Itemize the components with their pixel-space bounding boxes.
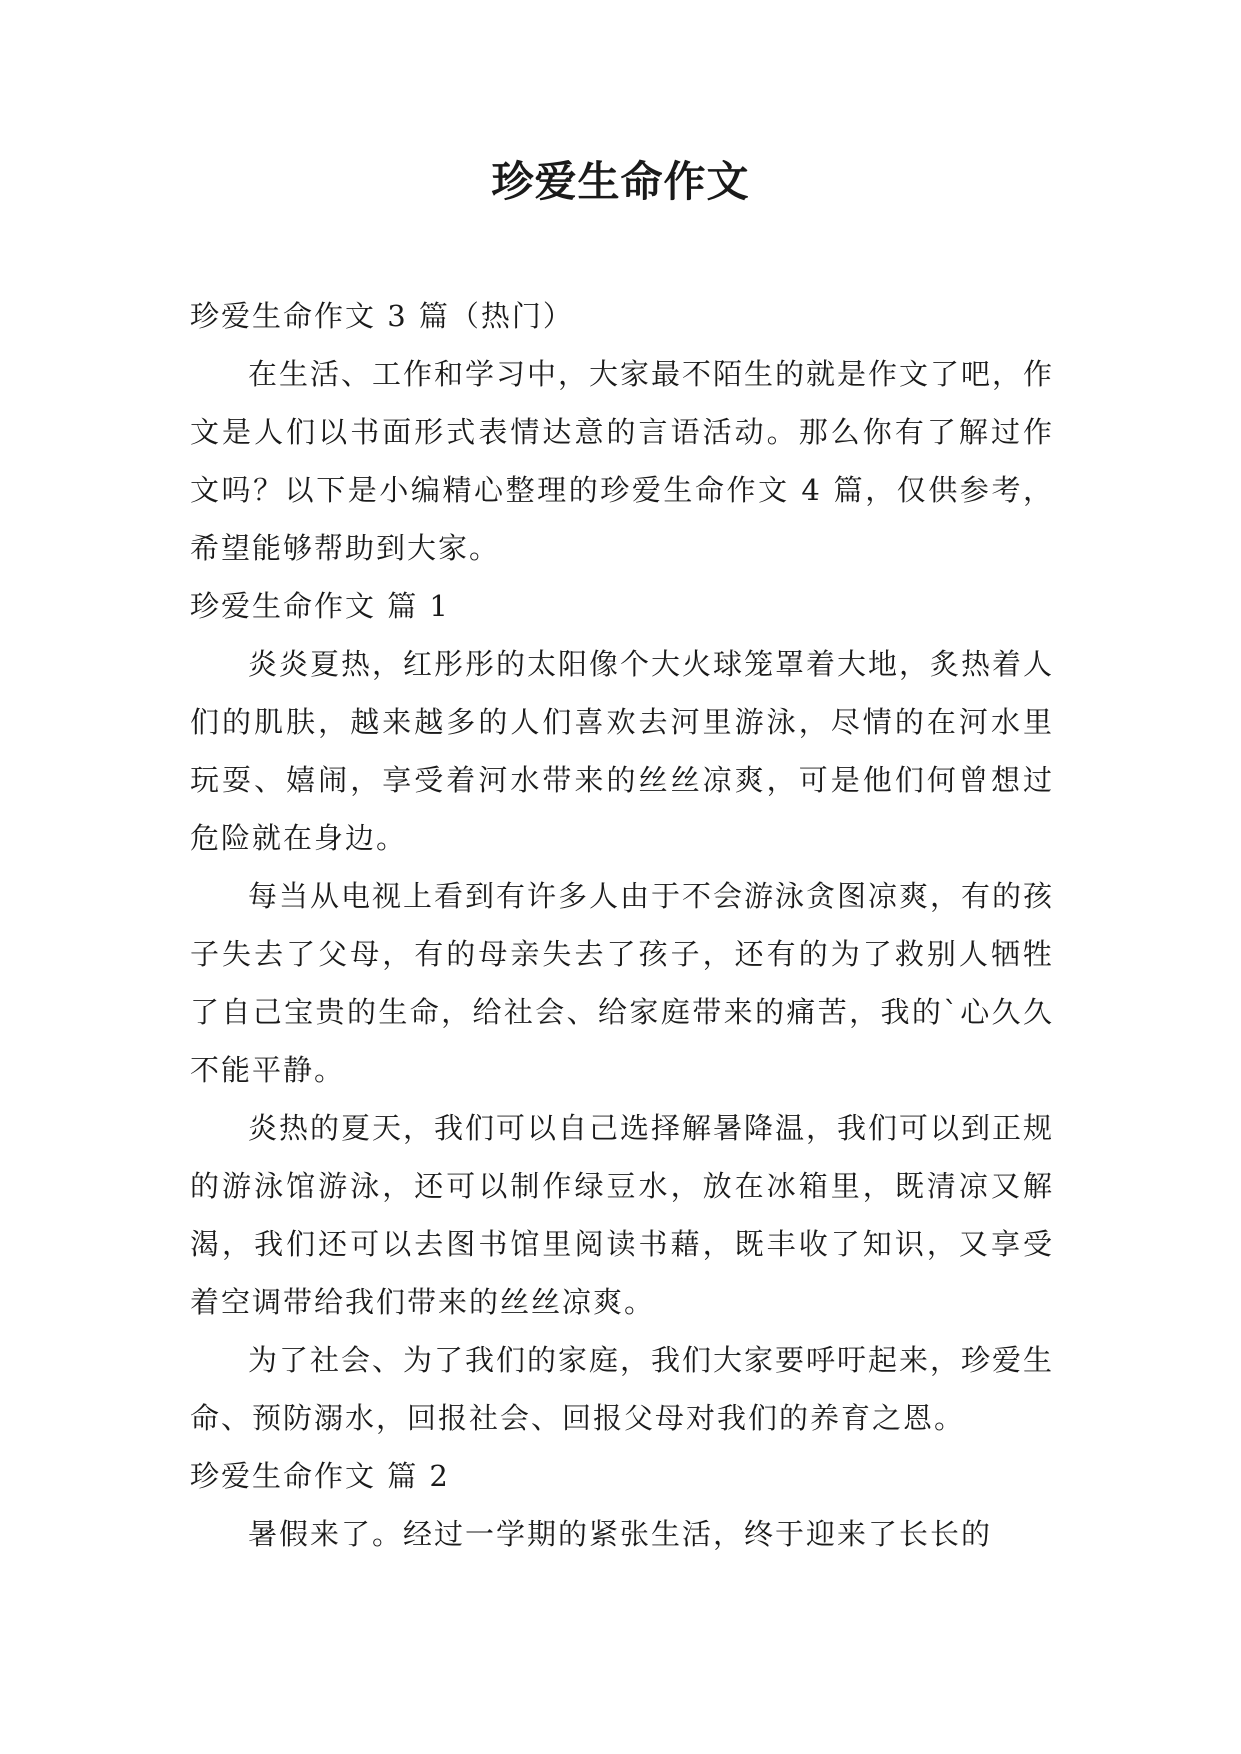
section-heading: 珍爱生命作文 3 篇（热门） (190, 299, 574, 333)
paragraph: 炎热的夏天，我们可以自己选择解暑降温，我们可以到正规的游泳馆游泳，还可以制作绿豆水，放在冰箱里，既清凉又解渴，我们还可以去图书馆里阅读书藉，既丰收了知识，又享受着空调带给我们带来的丝丝凉爽。 (190, 1111, 1055, 1319)
section-intro (190, 287, 1054, 577)
section-heading: 珍爱生命作文 篇 2 (190, 1459, 450, 1493)
section-heading: 珍爱生命作文 篇 1 (190, 589, 450, 623)
paragraph: 为了社会、为了我们的家庭，我们大家要呼吁起来，珍爱生命、预防溺水，回报社会、回报父母对我们的养育之恩。 (190, 1343, 1055, 1435)
paragraph: 炎炎夏热，红彤彤的太阳像个大火球笼罩着大地，炙热着人们的肌肤，越来越多的人们喜欢去河里游泳，尽情的在河水里玩耍、嬉闹，享受着河水带来的丝丝凉爽，可是他们何曾想过危险就在身边。 (190, 647, 1055, 855)
document-title: 珍爱生命作文 (491, 157, 750, 206)
document-body (190, 287, 1054, 1563)
paragraph: 在生活、工作和学习中，大家最不陌生的就是作文了吧，作文是人们以书面形式表情达意的言语活动。那么你有了解过作文吗？以下是小编精心整理的珍爱生命作文 4 篇，仅供参考，希望能够帮助到大家。 (190, 357, 1055, 565)
section-essay-2 (190, 1447, 1054, 1563)
paragraph: 暑假来了。经过一学期的紧张生活，终于迎来了长长的 (248, 1517, 993, 1551)
paragraph: 每当从电视上看到有许多人由于不会游泳贪图凉爽，有的孩子失去了父母，有的母亲失去了孩子，还有的为了救别人牺牲了自己宝贵的生命，给社会、给家庭带来的痛苦，我的`心久久不能平静。 (190, 879, 1055, 1087)
section-essay-1 (190, 577, 1054, 1447)
